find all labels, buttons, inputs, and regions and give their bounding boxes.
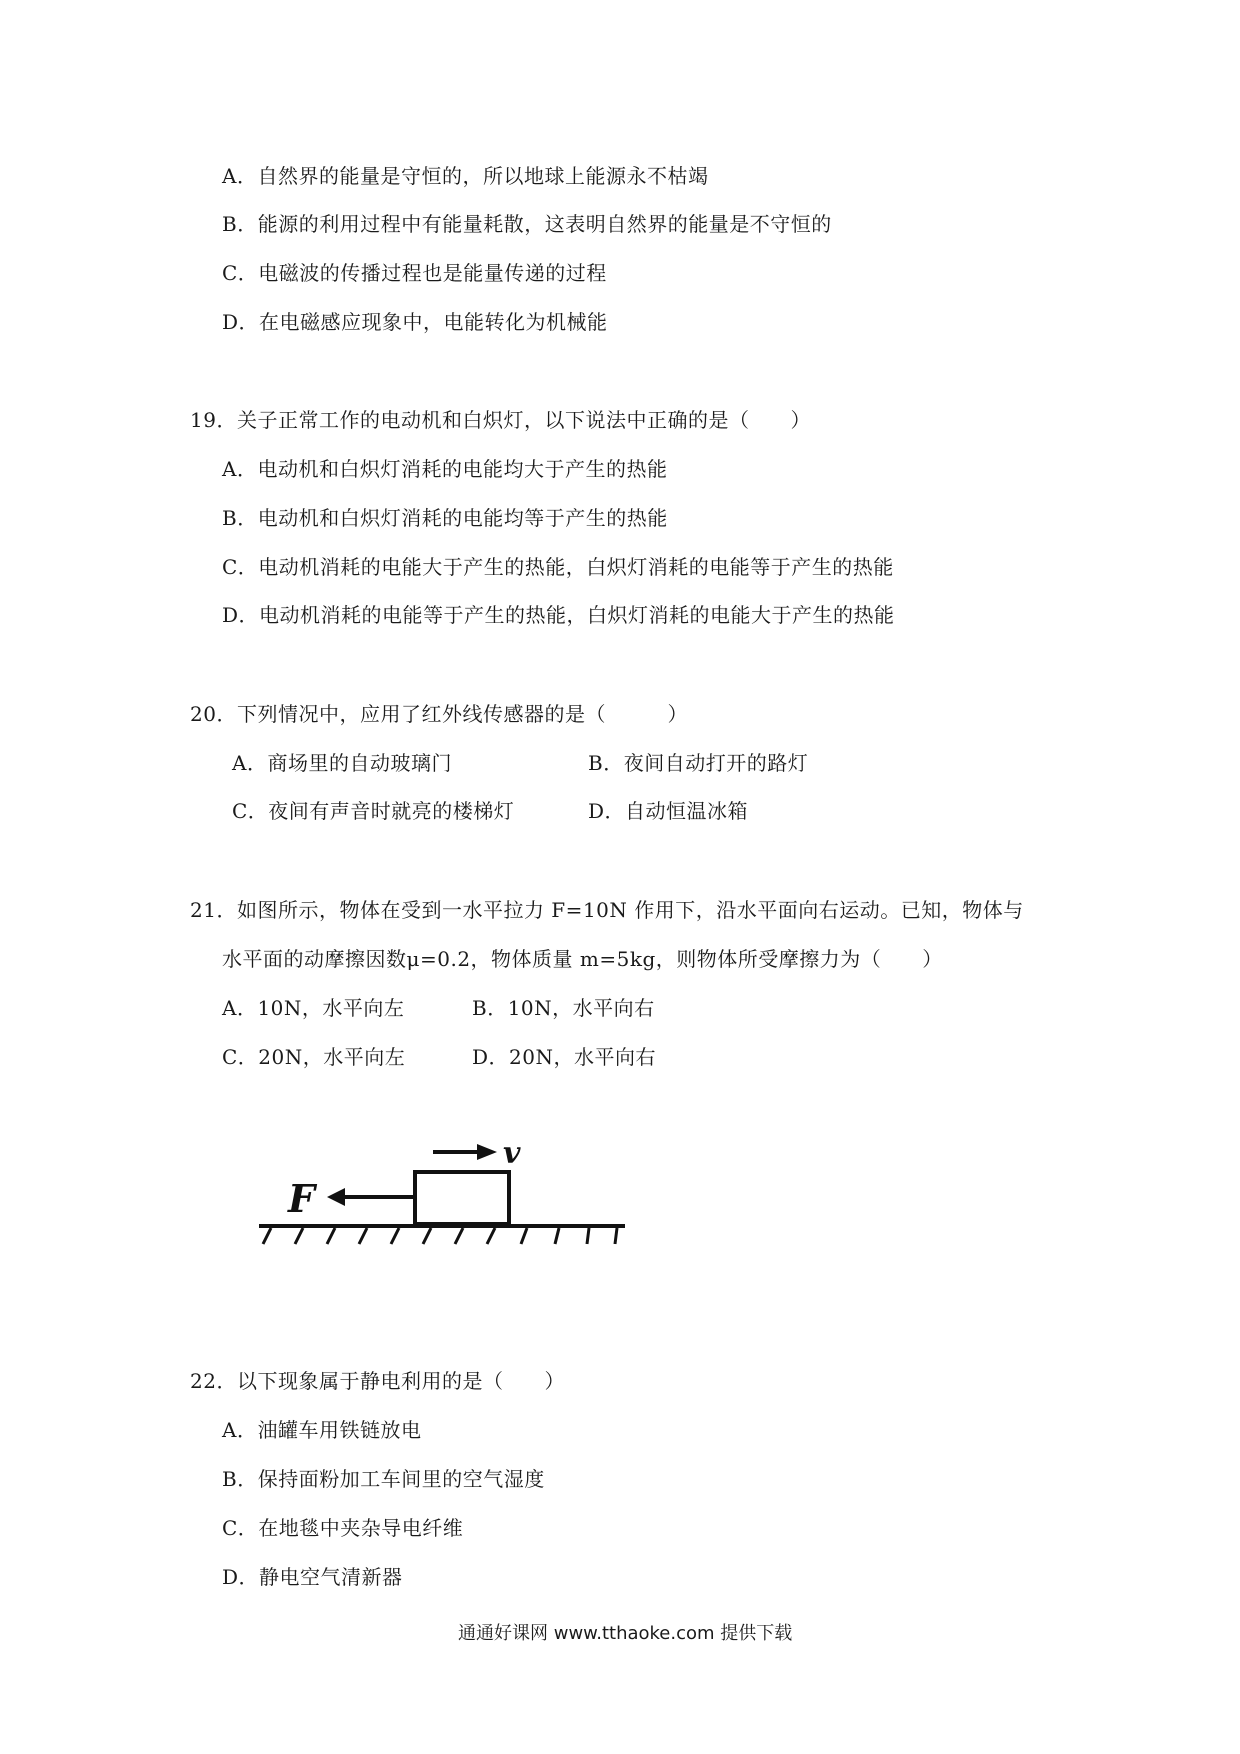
q21-option-b: B．10N，水平向右 (472, 996, 655, 1020)
force-arrow (327, 1188, 415, 1206)
q18-option-b: B．能源的利用过程中有能量耗散，这表明自然界的能量是不守恒的 (222, 212, 832, 236)
page-footer: 通通好课网 www.tthaoke.com 提供下载 (458, 1623, 793, 1644)
velocity-label: v (503, 1136, 521, 1171)
q19-stem: 19．关子正常工作的电动机和白炽灯，以下说法中正确的是（ ） (190, 408, 811, 432)
q19-option-d: D．电动机消耗的电能等于产生的热能，白炽灯消耗的电能大于产生的热能 (222, 603, 895, 627)
q19-option-b: B．电动机和白炽灯消耗的电能均等于产生的热能 (222, 506, 668, 530)
block (415, 1172, 509, 1224)
q20-option-b: B．夜间自动打开的路灯 (588, 751, 809, 775)
q22-option-a: A．油罐车用铁链放电 (222, 1418, 422, 1442)
q18-option-c: C．电磁波的传播过程也是能量传递的过程 (222, 261, 607, 285)
q19-option-c: C．电动机消耗的电能大于产生的热能，白炽灯消耗的电能等于产生的热能 (222, 555, 894, 579)
q21-option-d: D．20N，水平向右 (472, 1045, 656, 1069)
force-label: F (288, 1176, 315, 1221)
q18-option-a: A．自然界的能量是守恒的，所以地球上能源永不枯竭 (222, 164, 709, 188)
q22-stem: 22．以下现象属于静电利用的是（ ） (190, 1369, 565, 1393)
q20-option-a: A．商场里的自动玻璃门 (232, 751, 452, 775)
q22-option-d: D．静电空气清新器 (222, 1565, 403, 1589)
q21-option-c: C．20N，水平向左 (222, 1045, 406, 1069)
q21-stem-line1: 21．如图所示，物体在受到一水平拉力 F=10N 作用下，沿水平面向右运动。已知，物体与 (190, 898, 1024, 922)
q18-option-d: D．在电磁感应现象中，电能转化为机械能 (222, 310, 608, 334)
ground-surface (259, 1226, 625, 1244)
q20-option-c: C．夜间有声音时就亮的楼梯灯 (232, 799, 515, 823)
q22-option-c: C．在地毯中夹杂导电纤维 (222, 1516, 464, 1540)
q20-option-d: D．自动恒温冰箱 (588, 799, 749, 823)
q22-option-b: B．保持面粉加工车间里的空气湿度 (222, 1467, 545, 1491)
q19-option-a: A．电动机和白炽灯消耗的电能均大于产生的热能 (222, 457, 668, 481)
q20-stem: 20．下列情况中，应用了红外线传感器的是（ ） (190, 702, 688, 726)
q21-stem-line2: 水平面的动摩擦因数μ=0.2，物体质量 m=5kg，则物体所受摩擦力为（ ） (222, 947, 943, 971)
velocity-arrow (433, 1144, 497, 1160)
q21-option-a: A．10N，水平向左 (222, 996, 405, 1020)
friction-diagram (255, 1130, 635, 1280)
